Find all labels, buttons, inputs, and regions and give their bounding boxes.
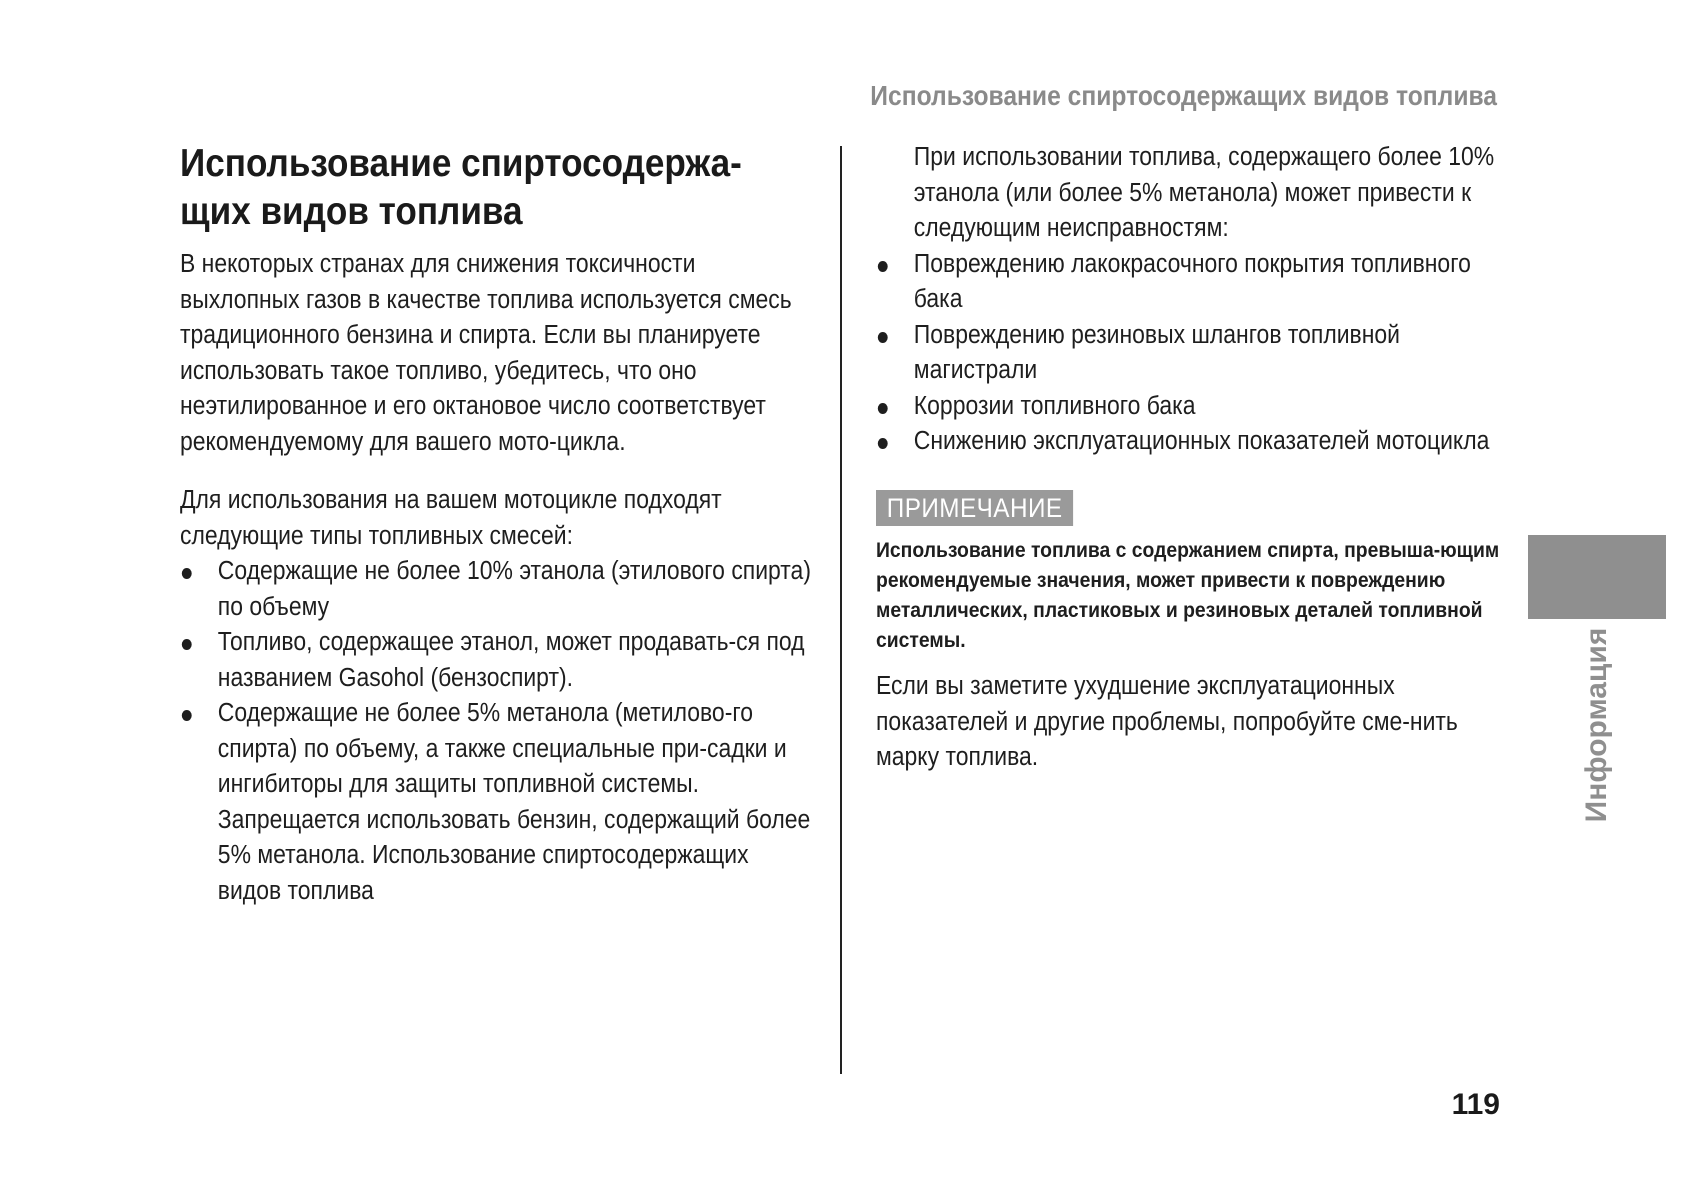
running-header: Использование спиртосодержащих видов топлива [870, 80, 1497, 111]
malfunctions-list [876, 247, 1499, 460]
bullet-icon [878, 332, 888, 343]
bullet-icon [878, 438, 888, 449]
bullet-icon [878, 403, 888, 414]
list-item: Содержащие не более 5% метанола (метилово-го спирта) по объему, а также специальные при-садки и ингибиторы для защиты топливной системы. Запрещается использовать бензин, содержащий более 5% метанола. Использование спиртосодержащих видов топлива [180, 696, 811, 909]
section-tab [1528, 535, 1666, 619]
intro-paragraph: В некоторых странах для снижения токсичности выхлопных газов в качестве топлива используется смесь традиционного бензина и спирта. Если вы планируете использовать такое топливо, убедитесь, что оно неэтилированное и его октановое число соответствует рекомендуемому для вашего мото-цикла. [180, 250, 792, 456]
note-text: Использование топлива с содержанием спирта, превыша-ющим рекомендуемые значения, может привести к повреждению металлических, пластиковых и резиновых деталей топливной системы. [876, 538, 1500, 652]
fuel-types-list [180, 554, 811, 909]
bullet-icon [182, 639, 192, 650]
list-item: Топливо, содержащее этанол, может продавать-ся под названием Gasohol (бензоспирт). [180, 625, 811, 696]
left-column [180, 140, 812, 909]
column-divider [840, 146, 842, 1074]
fuel-types-paragraph: Для использования на вашем мотоцикле подходят следующие типы топливных смесей: [180, 486, 722, 550]
page-number: 119 [1451, 1088, 1500, 1121]
note-label: ПРИМЕЧАНИЕ [876, 490, 1073, 526]
page-title: Использование спиртосодержа-щих видов топлива [180, 142, 742, 233]
right-column [876, 140, 1500, 776]
section-label: Информация [1580, 627, 1613, 823]
malfunctions-intro: При использовании топлива, содержащего более 10% этанола (или более 5% метанола) может привести к следующим неисправностям: [913, 143, 1495, 242]
list-item: Повреждению лакокрасочного покрытия топливного бака [876, 247, 1499, 318]
list-item: Повреждению резиновых шлангов топливной магистрали [876, 318, 1499, 389]
bullet-icon [182, 568, 192, 579]
bullet-icon [182, 710, 192, 721]
list-item: Коррозии топливного бака [876, 389, 1499, 425]
bullet-icon [878, 261, 888, 272]
closing-paragraph: Если вы заметите ухудшение эксплуатационных показателей и другие проблемы, попробуйте сме-нить марку топлива. [876, 672, 1458, 771]
list-item: Снижению эксплуатационных показателей мотоцикла [876, 424, 1499, 460]
list-item: Содержащие не более 10% этанола (этилового спирта) по объему [180, 554, 811, 625]
